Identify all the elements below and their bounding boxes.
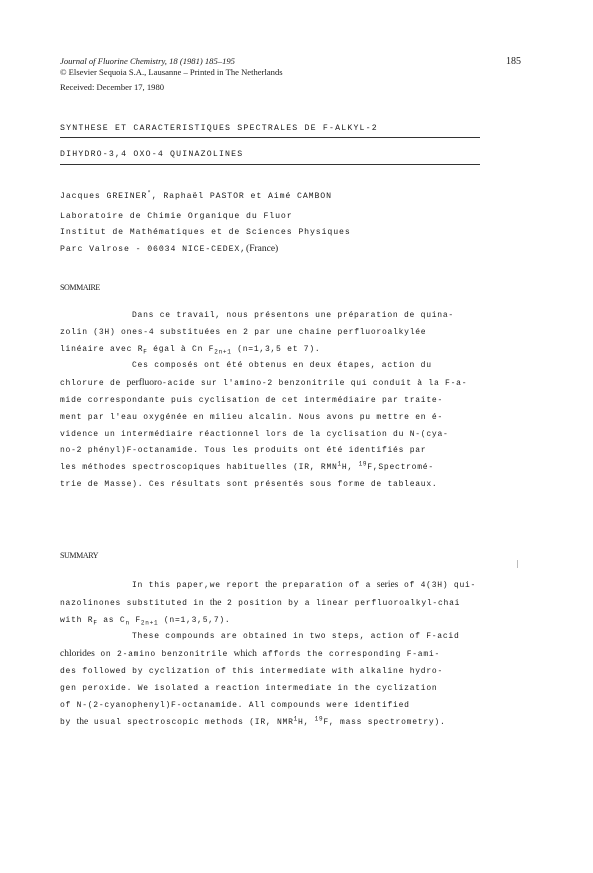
title-line-2: DIHYDRO-3,4 OXO-4 QUINAZOLINES (60, 150, 244, 159)
superscript: 1 (337, 460, 342, 468)
summary-line: des followed by cyclization of this intermediate with alkaline hydro- (60, 666, 444, 676)
text-run: (n=1,3,5 et 7). (231, 344, 321, 354)
text-run: perfluoro (126, 378, 162, 389)
text-run: H, (298, 718, 315, 728)
text-run: as C (97, 615, 126, 625)
summary-line: gen peroxide. We isolated a reaction intermediate in the cyclization (60, 683, 438, 693)
affiliation-line-1: Laboratoire de Chimie Organique du Fluor (60, 212, 293, 221)
text-run: chlorides (60, 649, 95, 660)
text-run: -acide sur l'amino-2 benzonitrile qui conduit à la F-a- (161, 379, 468, 389)
text-run: F,Spectromé- (367, 463, 434, 473)
text-run: (n=1,3,5,7). (158, 615, 231, 625)
sommaire-line: ment par l'eau oxygénée en milieu alcalin. Nous avons pu mettre en é- (60, 412, 444, 422)
text-run: of 4(3H) qui- (398, 581, 477, 590)
text-run: linéaire avec R (60, 344, 144, 354)
text-run: which (233, 649, 257, 660)
summary-line (60, 613, 518, 630)
author-others: , Raphaël PASTOR et Aimé CAMBON (151, 192, 332, 201)
text-run: by (60, 718, 77, 728)
subscript: F (143, 348, 148, 356)
text-run: chlorure de (60, 379, 127, 389)
author-1: Jacques GREINER (60, 192, 148, 201)
text-run: In this paper,we report (132, 581, 266, 590)
superscript: 1 (293, 715, 299, 723)
journal-citation: Journal of Fluorine Chemistry, 18 (1981) 185–195 (60, 56, 235, 66)
summary-heading: SUMMARY (60, 551, 99, 560)
summary-line: of N-(2-cyanophenyl)F-octanamide. All compounds were identified (60, 700, 410, 710)
summary-line (60, 595, 518, 613)
sommaire-line: trie de Masse). Ces résultats sont présentés sous forme de tableaux. (60, 479, 438, 489)
text-run: series (376, 580, 399, 590)
text-run: usual spectroscopic methods (IR, NMR (88, 718, 294, 728)
text-run: the (76, 717, 89, 728)
affiliation-line-3 (60, 243, 278, 256)
author-line (60, 191, 332, 203)
sommaire-line (60, 460, 518, 477)
sommaire-line: vidence un intermédiaire réactionnel lors de la cyclisation du N-(cya- (60, 429, 449, 439)
text-run: F, mass spectrometry). (323, 718, 446, 728)
affiliation-line-2: Institut de Mathématiques et de Sciences Physiques (60, 228, 351, 237)
received-date: Received: December 17, 1980 (60, 82, 165, 92)
text-run: égal à Cn F (147, 344, 215, 354)
text-run: with R (60, 615, 94, 625)
title-rule-1 (60, 137, 480, 138)
margin-mark (517, 560, 518, 568)
text-run: affords the corresponding F-ami- (256, 650, 441, 660)
text-run: the (209, 597, 222, 608)
text-run: the (265, 580, 277, 590)
subscript: F (93, 619, 98, 627)
sommaire-line (60, 342, 518, 359)
subscript: 2n+1 (214, 348, 232, 356)
subscript: 2n+1 (140, 619, 159, 627)
text-run: les méthodes spectroscopiques habituelles (IR, RMN (60, 463, 338, 473)
text-run: preparation of a (276, 581, 377, 590)
summary-line (60, 714, 518, 732)
page-number: 185 (506, 56, 521, 67)
sommaire-line (60, 375, 518, 393)
title-line-1: SYNTHESE ET CARACTERISTIQUES SPECTRALES DE F-ALKYL-2 (60, 124, 378, 133)
sommaire-body (60, 308, 518, 494)
corresponding-mark: * (147, 189, 152, 197)
sommaire-line: Ces composés ont été obtenus en deux étapes, action du (132, 361, 432, 371)
sommaire-heading: SOMMAIRE (60, 283, 100, 292)
summary-line: These compounds are obtained in two steps, action of F-acid (132, 632, 460, 642)
copyright-line: © Elsevier Sequoia S.A., Lausanne – Printed in The Netherlands (60, 67, 283, 77)
sommaire-line: Dans ce travail, nous présentons une préparation de quina- (132, 311, 454, 320)
sommaire-line: no-2 phényl)F-octanamide. Tous les produits ont été identifiés par (60, 446, 427, 456)
text-run: H, (341, 463, 359, 473)
summary-line (60, 577, 518, 595)
text-run: F (129, 615, 141, 625)
title-rule-2 (60, 164, 480, 165)
text-run: on 2-amino benzonitrile (94, 650, 234, 660)
superscript: 19 (358, 460, 368, 468)
subscript: n (125, 619, 130, 627)
text-run: nazolinones substituted in (60, 598, 210, 608)
superscript: 19 (314, 715, 324, 723)
sommaire-line: zolin (3H) ones-4 substituées en 2 par une chaine perfluoroalkylée (60, 327, 427, 337)
country-text: (France) (246, 244, 279, 254)
address-text: Parc Valrose - 06034 NICE-CEDEX, (60, 245, 247, 254)
sommaire-line: mide correspondante puis cyclisation de cet intermédiaire par traite- (60, 395, 444, 405)
text-run: 2 position by a linear perfluoroalkyl-chai (221, 598, 461, 608)
summary-body (60, 577, 518, 732)
summary-line (60, 646, 518, 664)
